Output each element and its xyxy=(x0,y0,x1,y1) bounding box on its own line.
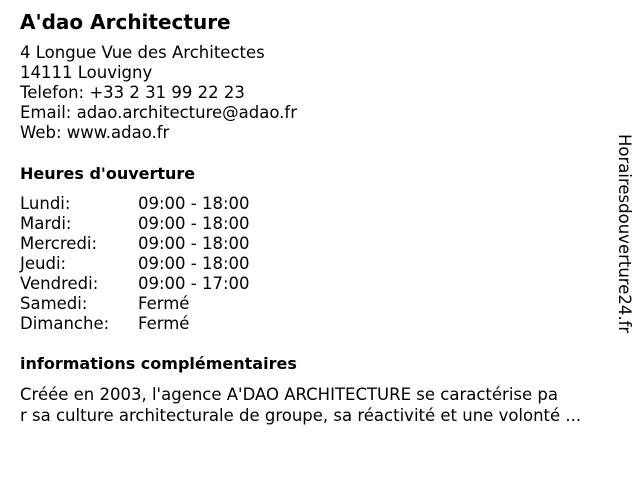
contact-block xyxy=(20,43,297,143)
time-value: 09:00 - 18:00 xyxy=(138,214,250,233)
hours-row-thursday xyxy=(20,254,280,274)
hours-row-monday xyxy=(20,194,280,214)
time-value: 09:00 - 18:00 xyxy=(138,194,250,213)
day-label: Jeudi: xyxy=(20,254,67,273)
time-value: Fermé xyxy=(138,314,190,333)
info-heading: informations complémentaires xyxy=(20,354,297,373)
description-text xyxy=(20,384,615,426)
email-address: Email: adao.architecture@adao.fr xyxy=(20,103,298,122)
description-line: r sa culture architecturale de groupe, sa réactivité et une volonté ... xyxy=(20,406,582,425)
day-label: Vendredi: xyxy=(20,274,99,293)
hours-row-sunday xyxy=(20,314,280,334)
hours-row-friday xyxy=(20,274,280,294)
day-label: Samedi: xyxy=(20,294,88,313)
day-label: Mardi: xyxy=(20,214,72,233)
hours-table xyxy=(20,194,280,334)
day-label: Mercredi: xyxy=(20,234,98,253)
time-value: Fermé xyxy=(138,294,190,313)
hours-heading: Heures d'ouverture xyxy=(20,164,196,183)
day-label: Lundi: xyxy=(20,194,71,213)
time-value: 09:00 - 18:00 xyxy=(138,254,250,273)
day-label: Dimanche: xyxy=(20,314,110,333)
time-value: 09:00 - 17:00 xyxy=(138,274,250,293)
website: Web: www.adao.fr xyxy=(20,123,170,142)
hours-row-tuesday xyxy=(20,214,280,234)
hours-row-wednesday xyxy=(20,234,280,254)
city-postal: 14111 Louvigny xyxy=(20,63,153,82)
hours-row-saturday xyxy=(20,294,280,314)
business-name: A'dao Architecture xyxy=(20,10,231,34)
street-address: 4 Longue Vue des Architectes xyxy=(20,43,265,62)
description-line: Créée en 2003, l'agence A'DAO ARCHITECTURE se caractérise pa xyxy=(20,385,558,404)
site-watermark: Horairesdouverture24.fr xyxy=(615,134,634,334)
time-value: 09:00 - 18:00 xyxy=(138,234,250,253)
phone-number: Telefon: +33 2 31 99 22 23 xyxy=(20,83,245,102)
